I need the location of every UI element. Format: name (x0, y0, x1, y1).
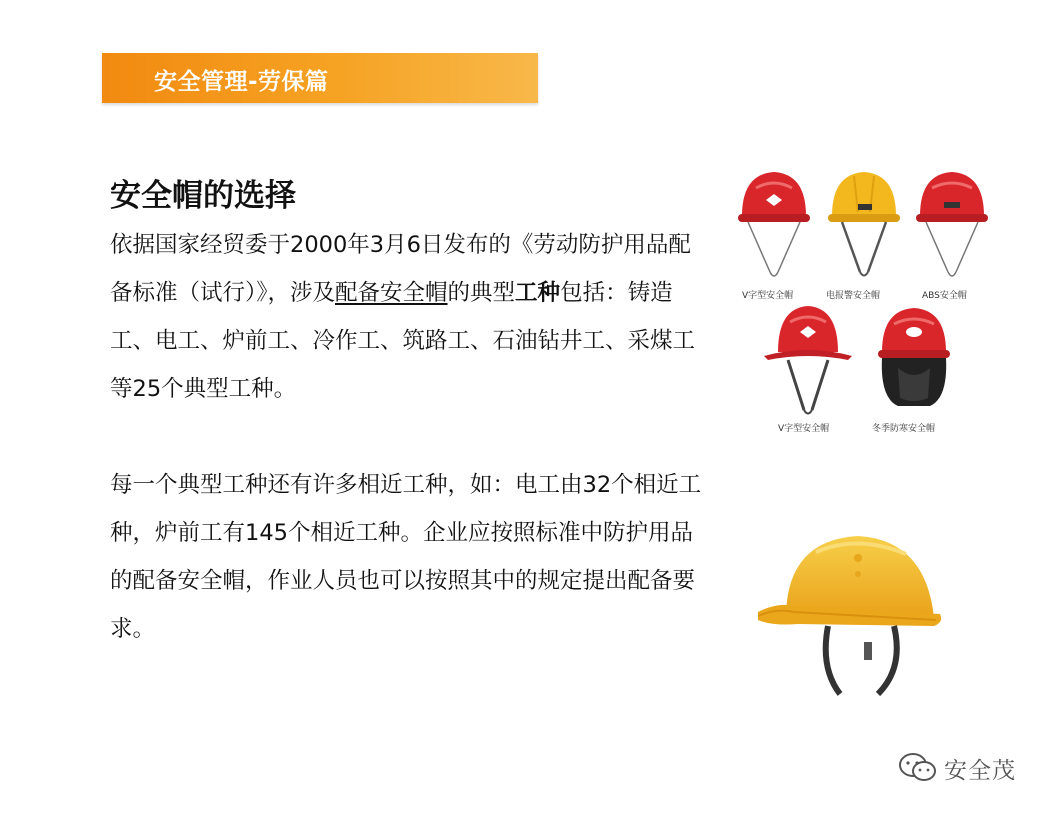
paragraph-1-text-a: 依据国家经贸委于2000年3月6日发布的《劳动防护用品配备标准（试行）》，涉及 (110, 232, 691, 306)
red-v-helmet-icon (734, 164, 814, 282)
red-abs-helmet-icon (914, 164, 990, 282)
paragraph-2: 每一个典型工种还有许多相近工种，如：电工由32个相近工种，炉前工有145个相近工种。企业应按照标准中防护用品的配备安全帽，作业人员也可以按照其中的规定提出配备要求。 (110, 472, 702, 642)
helmet-caption-5: 冬季防寒安全帽 (872, 424, 936, 434)
section-banner (102, 53, 538, 103)
helmet-caption-2: 电报警安全帽 (826, 291, 881, 301)
banner-title: 安全管理-劳保篇 (154, 69, 329, 95)
paragraph-1-text-c: 包括：铸造工、电工、炉前工、冷作工、筑路工、石油钻井工、采煤工等25个典型工种。 (110, 280, 696, 402)
wechat-icon (898, 752, 938, 784)
paragraph-1-bold: 工种 (515, 280, 561, 306)
helmet-caption-3: ABS安全帽 (922, 291, 967, 301)
paragraph-1-text-b: 的典型 (447, 280, 516, 306)
red-v-brim-helmet-icon (762, 300, 854, 418)
red-winter-helmet-icon (876, 302, 952, 418)
paragraph-1 (110, 221, 710, 413)
page-heading: 安全帽的选择 (110, 178, 296, 214)
watermark-text: 安全茂 (944, 757, 1016, 784)
watermark (898, 750, 1016, 786)
yellow-helmet-image (758, 518, 946, 700)
paragraph-1-underlined: 配备安全帽 (335, 280, 448, 306)
helmet-types-image (732, 160, 987, 435)
yellow-alarm-helmet-icon (824, 166, 904, 282)
helmet-caption-1: V字型安全帽 (742, 291, 794, 301)
helmet-caption-4: V字型安全帽 (778, 424, 830, 434)
